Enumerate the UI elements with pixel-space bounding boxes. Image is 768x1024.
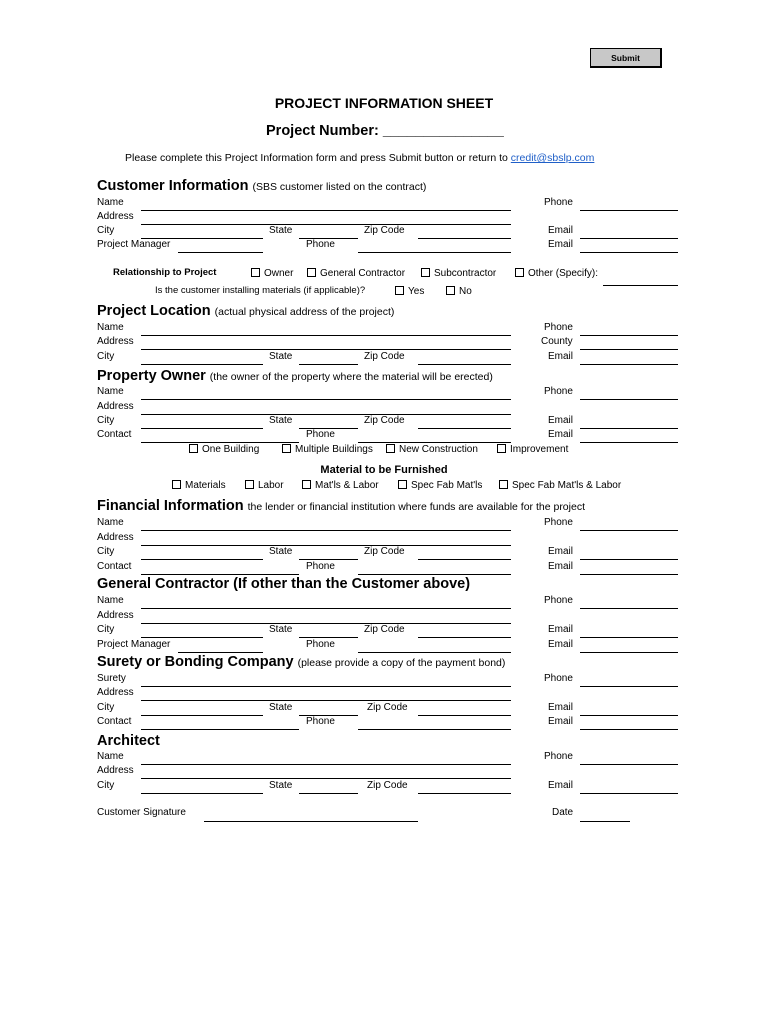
option-label: Multiple Buildings <box>295 444 373 455</box>
label-zip: Zip Code <box>364 225 405 236</box>
checkbox-icon <box>499 480 508 489</box>
financial-city-field[interactable] <box>141 559 263 560</box>
financial-name-field[interactable] <box>141 530 511 531</box>
section-note: (SBS customer listed on the contract) <box>252 181 427 193</box>
checkbox-icon <box>307 268 316 277</box>
owner-city-field[interactable] <box>141 428 263 429</box>
label-contact: Contact <box>97 716 132 727</box>
customer-zip-field[interactable] <box>418 238 511 239</box>
label-city: City <box>97 780 115 791</box>
label-address: Address <box>97 687 134 698</box>
label-address: Address <box>97 610 134 621</box>
checkbox-icon <box>245 480 254 489</box>
label-address: Address <box>97 532 134 543</box>
section-title: Property Owner <box>97 368 206 384</box>
label-phone: Phone <box>544 751 573 762</box>
section-title: Architect <box>97 733 160 749</box>
architect-address-field[interactable] <box>141 778 511 779</box>
label-email: Email <box>548 716 574 727</box>
instruction-prefix: Please complete this Project Information form and press Submit button or return to <box>125 152 508 164</box>
email-link[interactable]: credit@sbslp.com <box>510 152 595 164</box>
label-surety: Surety <box>97 673 126 684</box>
label-name: Name <box>97 386 124 397</box>
label-address: Address <box>97 336 134 347</box>
label-state: State <box>269 546 293 557</box>
label-phone: Phone <box>306 239 335 250</box>
section-note: (the owner of the property where the material will be erected) <box>209 371 493 383</box>
option-label: General Contractor <box>320 268 406 279</box>
financial-email-field[interactable] <box>580 559 678 560</box>
label-city: City <box>97 225 115 236</box>
project-number-label: Project Number: _______________ <box>266 123 504 139</box>
architect-zip-field[interactable] <box>418 793 511 794</box>
location-email-field[interactable] <box>580 364 678 365</box>
option-label: Mat'ls & Labor <box>315 480 379 491</box>
customer-pm-phone-field[interactable] <box>358 252 511 253</box>
option-label: Spec Fab Mat'ls & Labor <box>512 480 622 491</box>
section-title: Customer Information <box>97 178 249 194</box>
owner-zip-field[interactable] <box>418 428 511 429</box>
owner-name-field[interactable] <box>141 399 511 400</box>
label-phone: Phone <box>306 716 335 727</box>
section-title: General Contractor (If other than the Customer above) <box>97 576 471 592</box>
financial-state-field[interactable] <box>299 559 358 560</box>
label-phone: Phone <box>544 517 573 528</box>
label-address: Address <box>97 401 134 412</box>
surety-name-field[interactable] <box>141 686 511 687</box>
customer-project-manager-field[interactable] <box>178 252 263 253</box>
label-email: Email <box>548 429 574 440</box>
architect-name-field[interactable] <box>141 764 511 765</box>
option-label: Spec Fab Mat'ls <box>411 480 483 491</box>
option-label: Owner <box>264 268 294 279</box>
label-state: State <box>269 225 293 236</box>
date-label: Date <box>552 807 574 818</box>
architect-city-field[interactable] <box>141 793 263 794</box>
material-spec-fab-labor-checkbox[interactable] <box>499 480 621 492</box>
surety-zip-field[interactable] <box>418 715 511 716</box>
checkbox-icon <box>302 480 311 489</box>
section-note: (please provide a copy of the payment bond) <box>297 657 506 669</box>
label-state: State <box>269 702 293 713</box>
label-county: County <box>541 336 573 347</box>
label-phone: Phone <box>544 197 573 208</box>
checkbox-icon <box>395 286 404 295</box>
financial-contact-field[interactable] <box>141 574 299 575</box>
surety-email2-field[interactable] <box>580 729 678 730</box>
label-email: Email <box>548 546 574 557</box>
label-city: City <box>97 702 115 713</box>
gc-email-field[interactable] <box>580 637 678 638</box>
architect-state-field[interactable] <box>299 793 358 794</box>
customer-name-field[interactable] <box>141 210 511 211</box>
label-phone: Phone <box>306 429 335 440</box>
label-address: Address <box>97 765 134 776</box>
relationship-other-checkbox[interactable] <box>515 268 598 280</box>
surety-phone-field[interactable] <box>580 686 678 687</box>
option-label: Yes <box>408 286 425 297</box>
owner-address-field[interactable] <box>141 414 511 415</box>
label-zip: Zip Code <box>367 780 408 791</box>
customer-email2-field[interactable] <box>580 252 678 253</box>
submit-button[interactable]: Submit <box>590 48 662 68</box>
checkbox-icon <box>497 444 506 453</box>
section-surety <box>97 654 505 672</box>
relationship-sub-checkbox[interactable] <box>421 268 496 280</box>
section-note: the lender or financial institution where funds are available for the project <box>247 501 585 513</box>
label-phone: Phone <box>306 561 335 572</box>
relationship-label: Relationship to Project <box>113 267 217 278</box>
label-name: Name <box>97 197 124 208</box>
option-label: No <box>459 286 472 297</box>
owner-phone-field[interactable] <box>580 399 678 400</box>
label-city: City <box>97 351 115 362</box>
building-multiple-checkbox[interactable] <box>282 444 373 456</box>
label-zip: Zip Code <box>364 624 405 635</box>
location-name-field[interactable] <box>141 335 511 336</box>
checkbox-icon <box>282 444 291 453</box>
label-city: City <box>97 624 115 635</box>
section-general-contractor <box>97 576 470 593</box>
gc-email2-field[interactable] <box>580 652 678 653</box>
option-label: One Building <box>202 444 260 455</box>
building-improvement-checkbox[interactable] <box>497 444 568 456</box>
gc-pm-phone-field[interactable] <box>358 652 511 653</box>
financial-phone-field[interactable] <box>580 530 678 531</box>
owner-contact-phone-field[interactable] <box>358 442 511 443</box>
label-state: State <box>269 624 293 635</box>
location-phone-field[interactable] <box>580 335 678 336</box>
gc-phone-field[interactable] <box>580 608 678 609</box>
label-zip: Zip Code <box>364 351 405 362</box>
installing-no-checkbox[interactable] <box>446 286 472 298</box>
option-label: Materials <box>185 480 226 491</box>
option-label: Improvement <box>510 444 569 455</box>
section-project-location <box>97 303 394 321</box>
label-name: Name <box>97 322 124 333</box>
surety-contact-phone-field[interactable] <box>358 729 511 730</box>
surety-address-field[interactable] <box>141 700 511 701</box>
section-customer-information <box>97 178 426 196</box>
label-zip: Zip Code <box>364 415 405 426</box>
label-phone: Phone <box>544 322 573 333</box>
label-email: Email <box>548 702 574 713</box>
section-title: Project Location <box>97 303 211 319</box>
label-email: Email <box>548 780 574 791</box>
installing-yes-checkbox[interactable] <box>395 286 424 298</box>
customer-address-field[interactable] <box>141 224 511 225</box>
date-field[interactable] <box>580 821 630 822</box>
checkbox-icon <box>172 480 181 489</box>
instruction-text <box>125 152 594 164</box>
material-title: Material to be Furnished <box>320 464 448 476</box>
section-property-owner <box>97 368 493 386</box>
label-project-manager: Project Manager <box>97 639 171 650</box>
owner-email2-field[interactable] <box>580 442 678 443</box>
building-one-checkbox[interactable] <box>189 444 259 456</box>
owner-contact-field[interactable] <box>141 442 299 443</box>
label-city: City <box>97 546 115 557</box>
checkbox-icon <box>398 480 407 489</box>
gc-state-field[interactable] <box>299 637 358 638</box>
signature-field[interactable] <box>204 821 418 822</box>
financial-address-field[interactable] <box>141 545 511 546</box>
surety-contact-field[interactable] <box>141 729 299 730</box>
label-name: Name <box>97 751 124 762</box>
checkbox-icon <box>515 268 524 277</box>
location-city-field[interactable] <box>141 364 263 365</box>
checkbox-icon <box>251 268 260 277</box>
label-email: Email <box>548 639 574 650</box>
section-title: Surety or Bonding Company <box>97 654 294 670</box>
label-email: Email <box>548 624 574 635</box>
location-state-field[interactable] <box>299 364 358 365</box>
checkbox-icon <box>446 286 455 295</box>
financial-contact-phone-field[interactable] <box>358 574 511 575</box>
surety-email-field[interactable] <box>580 715 678 716</box>
label-state: State <box>269 351 293 362</box>
location-county-field[interactable] <box>580 349 678 350</box>
installing-question: Is the customer installing materials (if applicable)? <box>155 285 366 296</box>
gc-zip-field[interactable] <box>418 637 511 638</box>
label-phone: Phone <box>544 673 573 684</box>
financial-email2-field[interactable] <box>580 574 678 575</box>
label-state: State <box>269 780 293 791</box>
relationship-owner-checkbox[interactable] <box>251 268 293 280</box>
customer-email-field[interactable] <box>580 238 678 239</box>
customer-phone-field[interactable] <box>580 210 678 211</box>
option-label: New Construction <box>399 444 478 455</box>
label-email: Email <box>548 351 574 362</box>
label-zip: Zip Code <box>367 702 408 713</box>
architect-email-field[interactable] <box>580 793 678 794</box>
label-contact: Contact <box>97 429 132 440</box>
checkbox-icon <box>421 268 430 277</box>
option-label: Labor <box>258 480 284 491</box>
gc-project-manager-field[interactable] <box>178 652 263 653</box>
label-phone: Phone <box>544 595 573 606</box>
gc-city-field[interactable] <box>141 637 263 638</box>
material-spec-fab-checkbox[interactable] <box>398 480 482 492</box>
signature-label: Customer Signature <box>97 807 186 818</box>
material-materials-checkbox[interactable] <box>172 480 226 492</box>
label-name: Name <box>97 517 124 528</box>
option-label: Other (Specify): <box>528 268 599 279</box>
material-matls-labor-checkbox[interactable] <box>302 480 379 492</box>
label-zip: Zip Code <box>364 546 405 557</box>
label-contact: Contact <box>97 561 132 572</box>
label-project-manager: Project Manager <box>97 239 171 250</box>
label-city: City <box>97 415 115 426</box>
material-labor-checkbox[interactable] <box>245 480 284 492</box>
financial-zip-field[interactable] <box>418 559 511 560</box>
relationship-gc-checkbox[interactable] <box>307 268 405 280</box>
surety-city-field[interactable] <box>141 715 263 716</box>
relationship-other-field[interactable] <box>603 285 678 286</box>
location-address-field[interactable] <box>141 349 511 350</box>
owner-email-field[interactable] <box>580 428 678 429</box>
section-financial-information <box>97 498 585 516</box>
label-phone: Phone <box>306 639 335 650</box>
checkbox-icon <box>189 444 198 453</box>
gc-address-field[interactable] <box>141 623 511 624</box>
label-email: Email <box>548 561 574 572</box>
gc-name-field[interactable] <box>141 608 511 609</box>
label-address: Address <box>97 211 134 222</box>
label-email: Email <box>548 415 574 426</box>
label-email: Email <box>548 225 574 236</box>
label-state: State <box>269 415 293 426</box>
label-email: Email <box>548 239 574 250</box>
section-title: Financial Information <box>97 498 244 514</box>
section-architect <box>97 733 160 750</box>
label-name: Name <box>97 595 124 606</box>
checkbox-icon <box>386 444 395 453</box>
label-phone: Phone <box>544 386 573 397</box>
option-label: Subcontractor <box>434 268 497 279</box>
location-zip-field[interactable] <box>418 364 511 365</box>
section-note: (actual physical address of the project) <box>214 306 395 318</box>
page-title: PROJECT INFORMATION SHEET <box>274 95 494 111</box>
building-new-checkbox[interactable] <box>386 444 478 456</box>
architect-phone-field[interactable] <box>580 764 678 765</box>
